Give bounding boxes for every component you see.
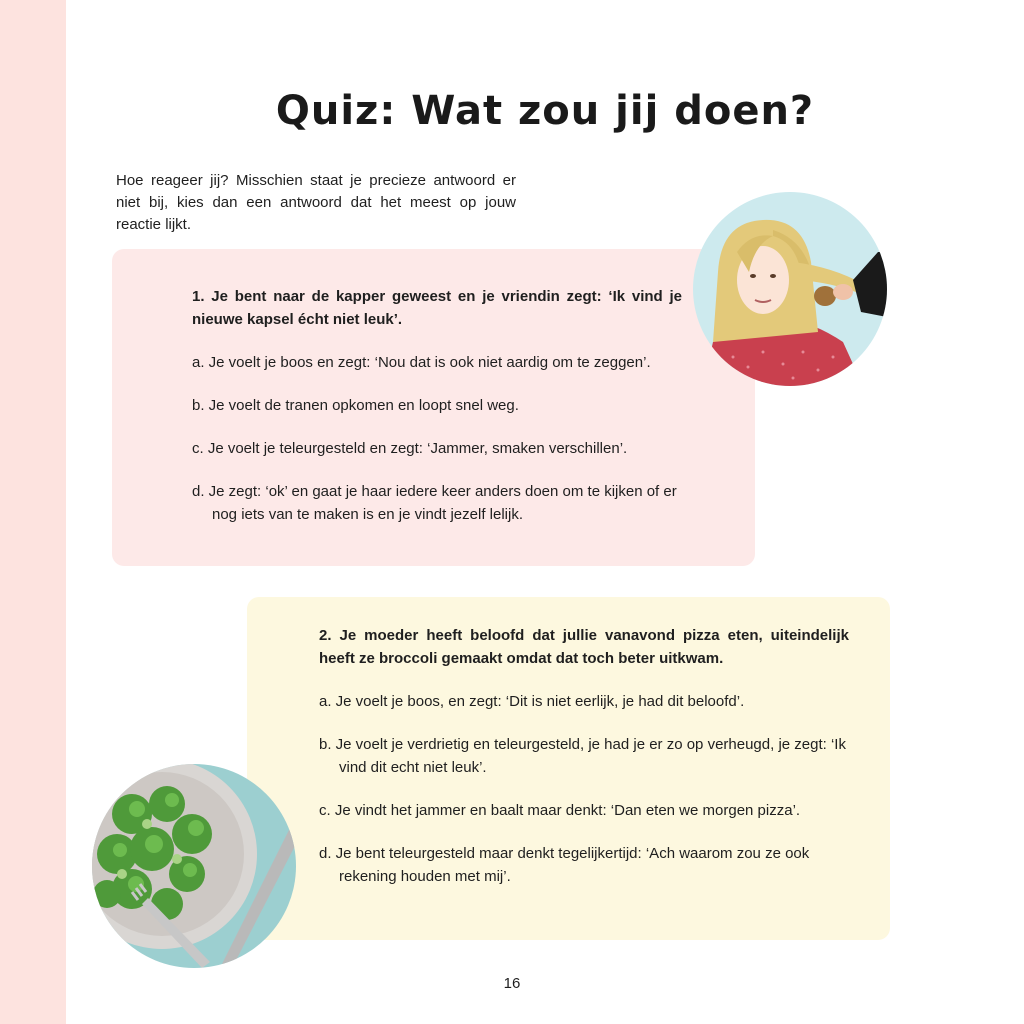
question-card-1 xyxy=(112,249,755,566)
side-color-strip xyxy=(0,0,66,1024)
question-1-option-d: d. Je zegt: ‘ok’ en gaat je haar iedere keer anders doen om te kijken of er nog iets van te maken is en je vindt jezelf lelijk. xyxy=(192,483,677,523)
question-2-option-a: a. Je voelt je boos, en zegt: ‘Dit is niet eerlijk, je had dit beloofd’. xyxy=(319,693,745,710)
hair-illustration-image xyxy=(693,192,887,386)
question-2-option-d: d. Je bent teleurgesteld maar denkt tegelijkertijd: ‘Ach waarom zou ze ook rekening houden met mij’. xyxy=(319,845,810,885)
question-1-option-a: a. Je voelt je boos en zegt: ‘Nou dat is ook niet aardig om te zeggen’. xyxy=(192,354,651,371)
question-card-2 xyxy=(247,597,890,940)
question-2-text: 2. Je moeder heeft beloofd dat jullie vanavond pizza eten, uiteindelijk heeft ze broccoli gemaakt omdat dat toch beter uitkwam. xyxy=(319,627,849,667)
question-2-option-b: b. Je voelt je verdrietig en teleurgesteld, je had je er zo op verheugd, je zegt: ‘Ik vind dit echt niet leuk’. xyxy=(319,736,846,776)
question-1-text: 1. Je bent naar de kapper geweest en je vriendin zegt: ‘Ik vind je nieuwe kapsel écht niet leuk’. xyxy=(192,288,682,328)
page-number: 16 xyxy=(503,975,521,992)
question-1-option-c: c. Je voelt je teleurgesteld en zegt: ‘Jammer, smaken verschillen’. xyxy=(192,440,628,457)
intro-text: Hoe reageer jij? Misschien staat je precieze antwoord er niet bij, kies dan een antwoord dat het meest op jouw reactie lijkt. xyxy=(116,172,516,233)
broccoli-plate-image xyxy=(92,764,296,968)
question-1-option-b: b. Je voelt de tranen opkomen en loopt snel weg. xyxy=(192,397,519,414)
question-2-option-c: c. Je vindt het jammer en baalt maar denkt: ‘Dan eten we morgen pizza’. xyxy=(319,802,801,819)
page-title: Quiz: Wat zou jij doen? xyxy=(275,88,815,134)
